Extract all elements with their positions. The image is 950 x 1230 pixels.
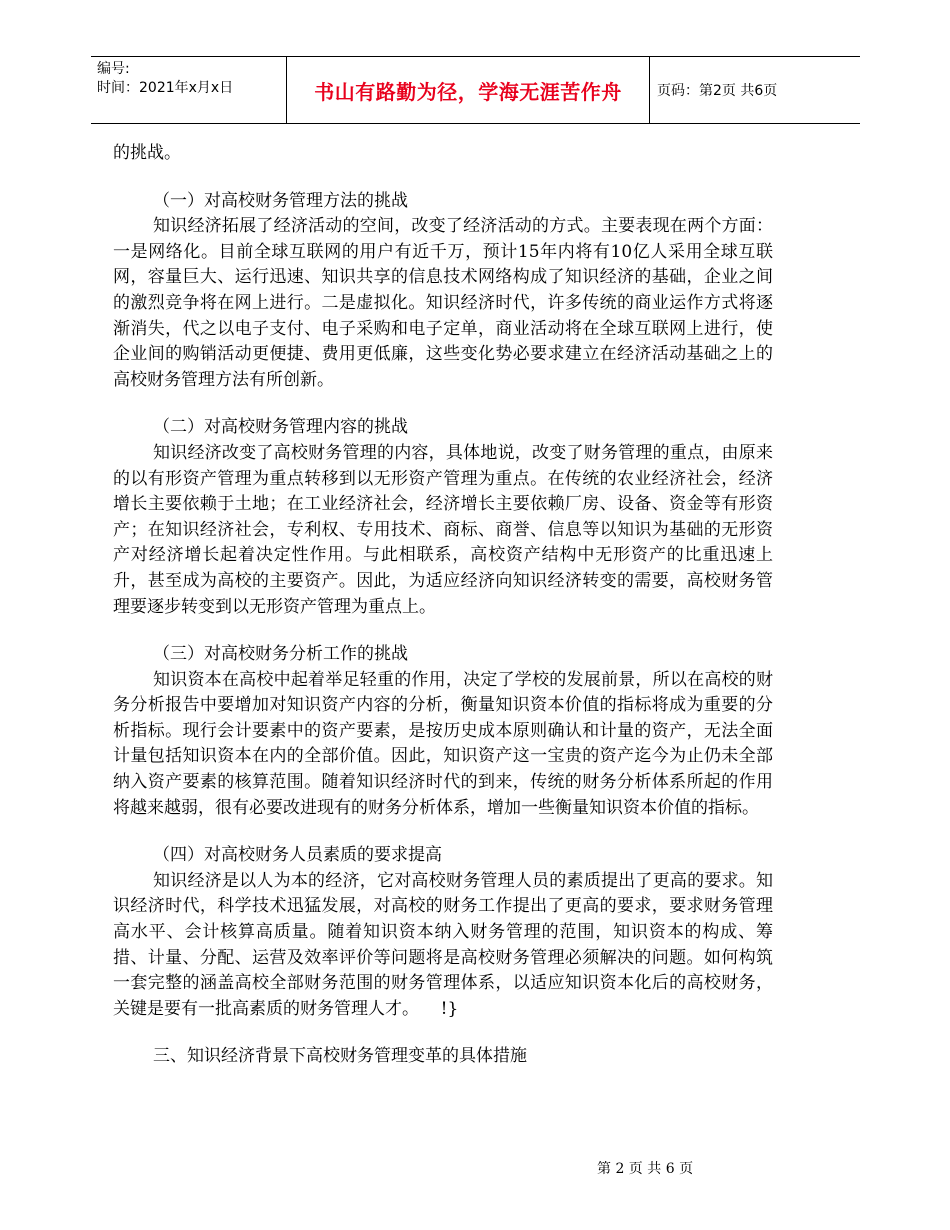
- section-3-heading: （三）对高校财务分析工作的挑战: [153, 644, 408, 665]
- header-motto: 书山有路勤为径，学海无涯苦作舟: [314, 79, 622, 104]
- section-1-heading: （一）对高校财务管理方法的挑战: [153, 190, 408, 211]
- page-footer: 第 2 页 共 6 页: [597, 1161, 694, 1177]
- page-header: [91, 56, 860, 124]
- header-page-info: 页码：第2页 共6页: [657, 83, 778, 99]
- header-meta: [91, 57, 286, 123]
- section-2-heading: （二）对高校财务管理内容的挑战: [153, 417, 408, 438]
- section-5-heading: 三、知识经济背景下高校财务管理变革的具体措施: [153, 1046, 527, 1067]
- section-4-paragraph: 知识经济是以人为本的经济，它对高校财务管理人员的素质提出了更高的要求。知识经济时代，科学技术迅猛发展，对高校的财务工作提出了更高的要求，要求财务管理高水平、会计核算高质量。随着知识资本纳入财务管理的范围，知识资本的构成、筹措、计量、分配、运营及效率评价等问题将是高校财务管理必须解决的问题。如何构筑一套完整的涵盖高校全部财务范围的财务管理体系，以适应知识资本化后的高校财务，关键是要有一批高素质的财务管理人才。 !}: [113, 870, 773, 1019]
- time-label: 时间：2021年x月x日: [97, 80, 234, 96]
- paragraph-continuation: 的挑战。: [113, 143, 181, 163]
- number-label: 编号:: [97, 61, 130, 77]
- document-body: [113, 141, 773, 1070]
- section-4-heading: （四）对高校财务人员素质的要求提高: [153, 845, 442, 866]
- section-1-paragraph: 知识经济拓展了经济活动的空间，改变了经济活动的方式。主要表现在两个方面：一是网络化。目前全球互联网的用户有近千万，预计15年内将有10亿人采用全球互联网，容量巨大、运行迅速、知识共享的信息技术网络构成了知识经济的基础，企业之间的激烈竞争将在网上进行。二是虚拟化。知识经济时代，许多传统的商业运作方式将逐渐消失，代之以电子支付、电子采购和电子定单，商业活动将在全球互联网上进行，使企业间的购销活动更便捷、费用更低廉，这些变化势必要求建立在经济活动基础之上的高校财务管理方法有所创新。: [113, 216, 773, 390]
- section-3-paragraph: 知识资本在高校中起着举足轻重的作用，决定了学校的发展前景，所以在高校的财务分析报告中要增加对知识资产内容的分析，衡量知识资本价值的指标将成为重要的分析指标。现行会计要素中的资产要素，是按历史成本原则确认和计量的资产，无法全面计量包括知识资本在内的全部价值。因此，知识资产这一宝贵的资产迄今为止仍未全部纳入资产要素的核算范围。随着知识经济时代的到来，传统的财务分析体系所起的作用将越来越弱，很有必要改进现有的财务分析体系，增加一些衡量知识资本价值的指标。: [113, 669, 773, 818]
- header-page-cell: [649, 57, 860, 123]
- header-motto-cell: [286, 57, 650, 123]
- section-2-paragraph: 知识经济改变了高校财务管理的内容，具体地说，改变了财务管理的重点，由原来的以有形资产管理为重点转移到以无形资产管理为重点。在传统的农业经济社会，经济增长主要依赖于土地；在工业经济社会，经济增长主要依赖厂房、设备、资金等有形资产；在知识经济社会，专利权、专用技术、商标、商誉、信息等以知识为基础的无形资产对经济增长起着决定性作用。与此相联系，高校资产结构中无形资产的比重迅速上升，甚至成为高校的主要资产。因此，为适应经济向知识经济转变的需要，高校财务管理要逐步转变到以无形资产管理为重点上。: [113, 442, 773, 617]
